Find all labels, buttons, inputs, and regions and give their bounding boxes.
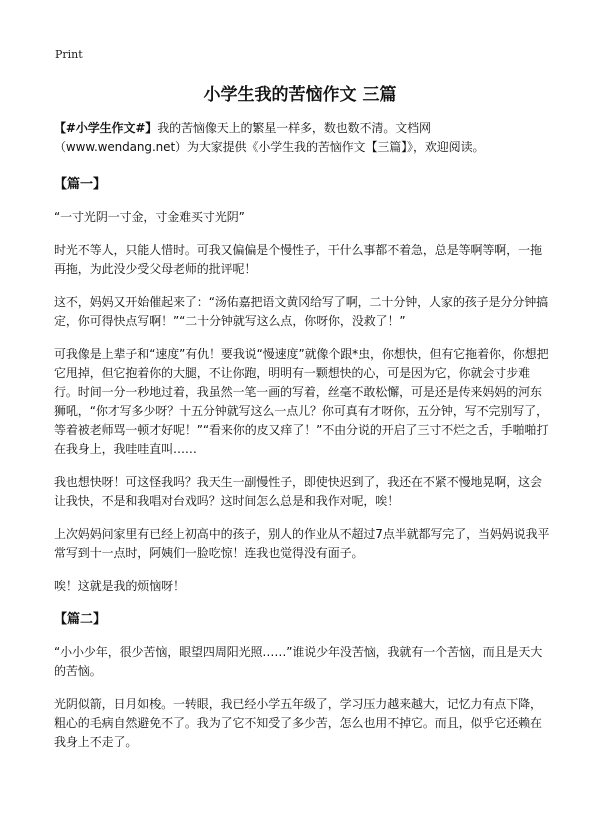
- document-title: 小学生我的苦恼作文 三篇: [203, 85, 397, 105]
- paragraph: 唉！这就是我的烦恼呀！: [54, 579, 185, 593]
- intro-tag: 【#小学生作文#】: [54, 121, 158, 135]
- section-1-heading: 【篇一】: [54, 177, 107, 192]
- paragraph: 上次妈妈问家里有已经上初高中的孩子，别人的作业从不超过7点半就都写完了，当妈妈说我平常写到十一点时，阿姨们一脸吃惊！连我也觉得没有面子。: [54, 527, 550, 560]
- paragraph: “一寸光阴一寸金，寸金难买寸光阴”: [54, 210, 245, 224]
- document-body: [54, 119, 550, 766]
- paragraph: 时光不等人，只能人惜时。可我又偏偏是个慢性子，干什么事都不着急，总是等啊等啊，一拖再拖，为此没少受父母老师的批评呢！: [54, 243, 542, 276]
- paragraph: 光阴似箭，日月如梭。一转眼，我已经小学五年级了，学习压力越来越大，记忆力有点下降，粗心的毛病自然避免不了。我为了它不知受了多少苦，怎么也用不掉它。而且，似乎它还赖在我身上不走了。: [54, 697, 542, 749]
- section-2-heading: 【篇二】: [54, 612, 107, 627]
- paragraph: 我也想快呀！可这怪我吗？我天生一副慢性子，即使快迟到了，我还在不紧不慢地晃啊，这会让我快，不是和我唱对台戏吗？这时间怎么总是和我作对呢，唉！: [54, 475, 542, 508]
- intro-paragraph: [54, 119, 550, 157]
- print-label: Print: [55, 48, 83, 61]
- paragraph: 这不，妈妈又开始催起来了：“汤佑嘉把语文黄冈给写了啊，二十分钟，人家的孩子是分分钟搞定，你可得快点写啊！”“二十分钟就写这么点，你呀你，没救了！”: [54, 295, 549, 328]
- intro-body: 我的苦恼像天上的繁星一样多，数也数不清。文档网（www.wendang.net）为大家提供《小学生我的苦恼作文【三篇】》，欢迎阅读。: [54, 121, 485, 154]
- paragraph: “小小少年，很少苦恼，眼望四周阳光照……”谁说少年没苦恼，我就有一个苦恼，而且是天大的苦恼。: [54, 645, 543, 678]
- paragraph: 可我像是上辈子和“速度”有仇！要我说“慢速度”就像个跟*虫，你想快，但有它拖着你，你想把它甩掉，但它抱着你的大腿，不让你跑，明明有一颗想快的心，可是因为它，你就会寸步难行。时间一分一秒地过着，我虽然一笔一画的写着，丝毫不敢松懈，可是还是传来妈妈的河东狮吼，“你才写多少呀？十五分钟就写这么一点儿？你可真有才呀你，五分钟，写不完别写了，等着被老师骂一顿才好呢！”“看来你的皮又痒了！”不由分说的开启了三寸不烂之舌，手啪啪打在我身上，我哇哇直叫……: [54, 347, 549, 456]
